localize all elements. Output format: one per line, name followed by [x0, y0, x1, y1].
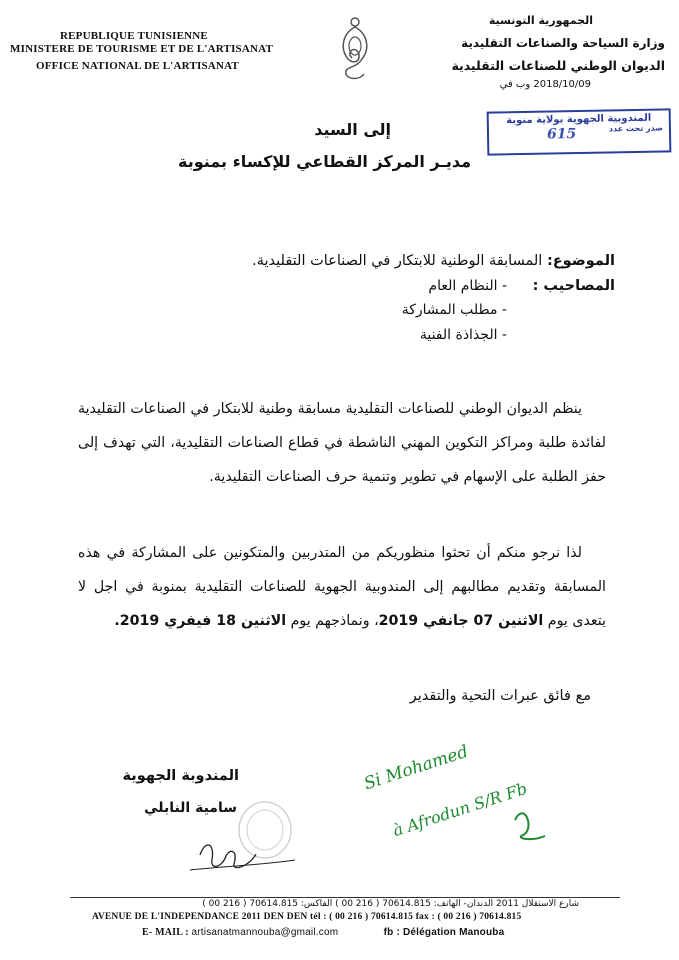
email-address[interactable]: artisanatmannouba@gmail.com [191, 927, 339, 938]
artisanat-logo-icon [330, 14, 380, 84]
p2-end: . [114, 613, 120, 629]
facebook-label[interactable]: fb : Délégation Manouba [383, 927, 505, 938]
header-fr-line2: MINISTERE DE TOURISME ET DE L'ARTISANAT [10, 43, 274, 55]
footer-email-row [142, 927, 504, 938]
attachment-item: - النظام العام [428, 278, 507, 294]
p2-date2: الاثنين 18 فيفري 2019 [119, 613, 287, 629]
body-paragraph-2 [78, 536, 606, 638]
official-seal-icon [160, 790, 300, 890]
attachment-item: - مطلب المشاركة [401, 302, 507, 318]
footer-divider [70, 897, 620, 898]
signature-name: سامية النابلي [144, 800, 237, 816]
p2-date1: الاثنين 07 جانفي 2019 [378, 613, 544, 629]
subject-text: المسابقة الوطنية للابتكار في الصناعات التقليدية. [252, 253, 543, 269]
handwritten-note-line2: à Afrodun S/R Fb [390, 778, 530, 841]
header-fr-line3: OFFICE NATIONAL DE L'ARTISANAT [36, 60, 239, 72]
green-signature-icon [505, 790, 565, 850]
header-ar-line3: الديوان الوطني للصناعات التقليدية [451, 58, 665, 73]
footer-fr-address: AVENUE DE L'INDEPENDANCE 2011 DEN DEN tél : ( 00 216 ) 70614.815 fax : ( 00 216 ) 70614.815 [92, 912, 522, 922]
subject-line [252, 253, 615, 269]
header-ar-line1: الجمهورية التونسية [488, 14, 593, 27]
p2-start: لذا نرجو منكم أن تحثوا منظوريكم من المتدربين والمتكونين على المشاركة في هذه المسابقة وتقديم مطالبهم إلى المندوبية الجهوية للصناعات التقليدية بمنوبة في اجل لا يتعدى يوم [78, 545, 606, 629]
registration-stamp [487, 108, 672, 155]
p2-mid: ، ونماذجهم يوم [286, 613, 379, 629]
recipient-name: مديـر المركز القطاعي للإكساء بمنوبة [178, 152, 471, 171]
recipient-to: إلى السيد [314, 120, 391, 139]
stamp-line2: صدر تحت عدد [608, 123, 664, 134]
stamp-line1: المندوبية الجهوية بولاية منوبة [506, 112, 652, 127]
header-date: 2018/10/09 وب في [499, 79, 591, 90]
subject-label: الموضوع: [546, 253, 615, 269]
attachment-item: - الجذاذة الفنية [419, 327, 507, 343]
closing-line: مع فائق عبرات التحية والتقدير [409, 688, 591, 704]
handwritten-note-line1: Si Mohamed [361, 741, 471, 795]
attachments-label: المصاحيب : [532, 278, 615, 294]
signature-title: المندوبة الجهوية [122, 768, 239, 784]
header-fr-line1: REPUBLIQUE TUNISIENNE [60, 30, 208, 42]
body-paragraph-1: ينظم الديوان الوطني للصناعات التقليدية مسابقة وطنية للابتكار في الصناعات التقليدية لفائدة طلبة ومراكز التكوين المهني الناشطة في قطاع الصناعات التقليدية، التي تهدف إلى حفز الطلبة على الإسهام في تطوير وتنمية حرف الصناعات التقليدية. [78, 401, 606, 485]
stamp-number: 615 [546, 126, 577, 143]
footer-ar-address: شارع الاستقلال 2011 الدندان- الهاتف: 70614.815 ( 216 00 ) الفاكس: 70614.815 ( 216 00 ) [202, 899, 579, 909]
header-ar-line2: وزارة السياحة والصناعات التقليدية [461, 36, 665, 50]
email-label: E- MAIL : [142, 927, 189, 938]
